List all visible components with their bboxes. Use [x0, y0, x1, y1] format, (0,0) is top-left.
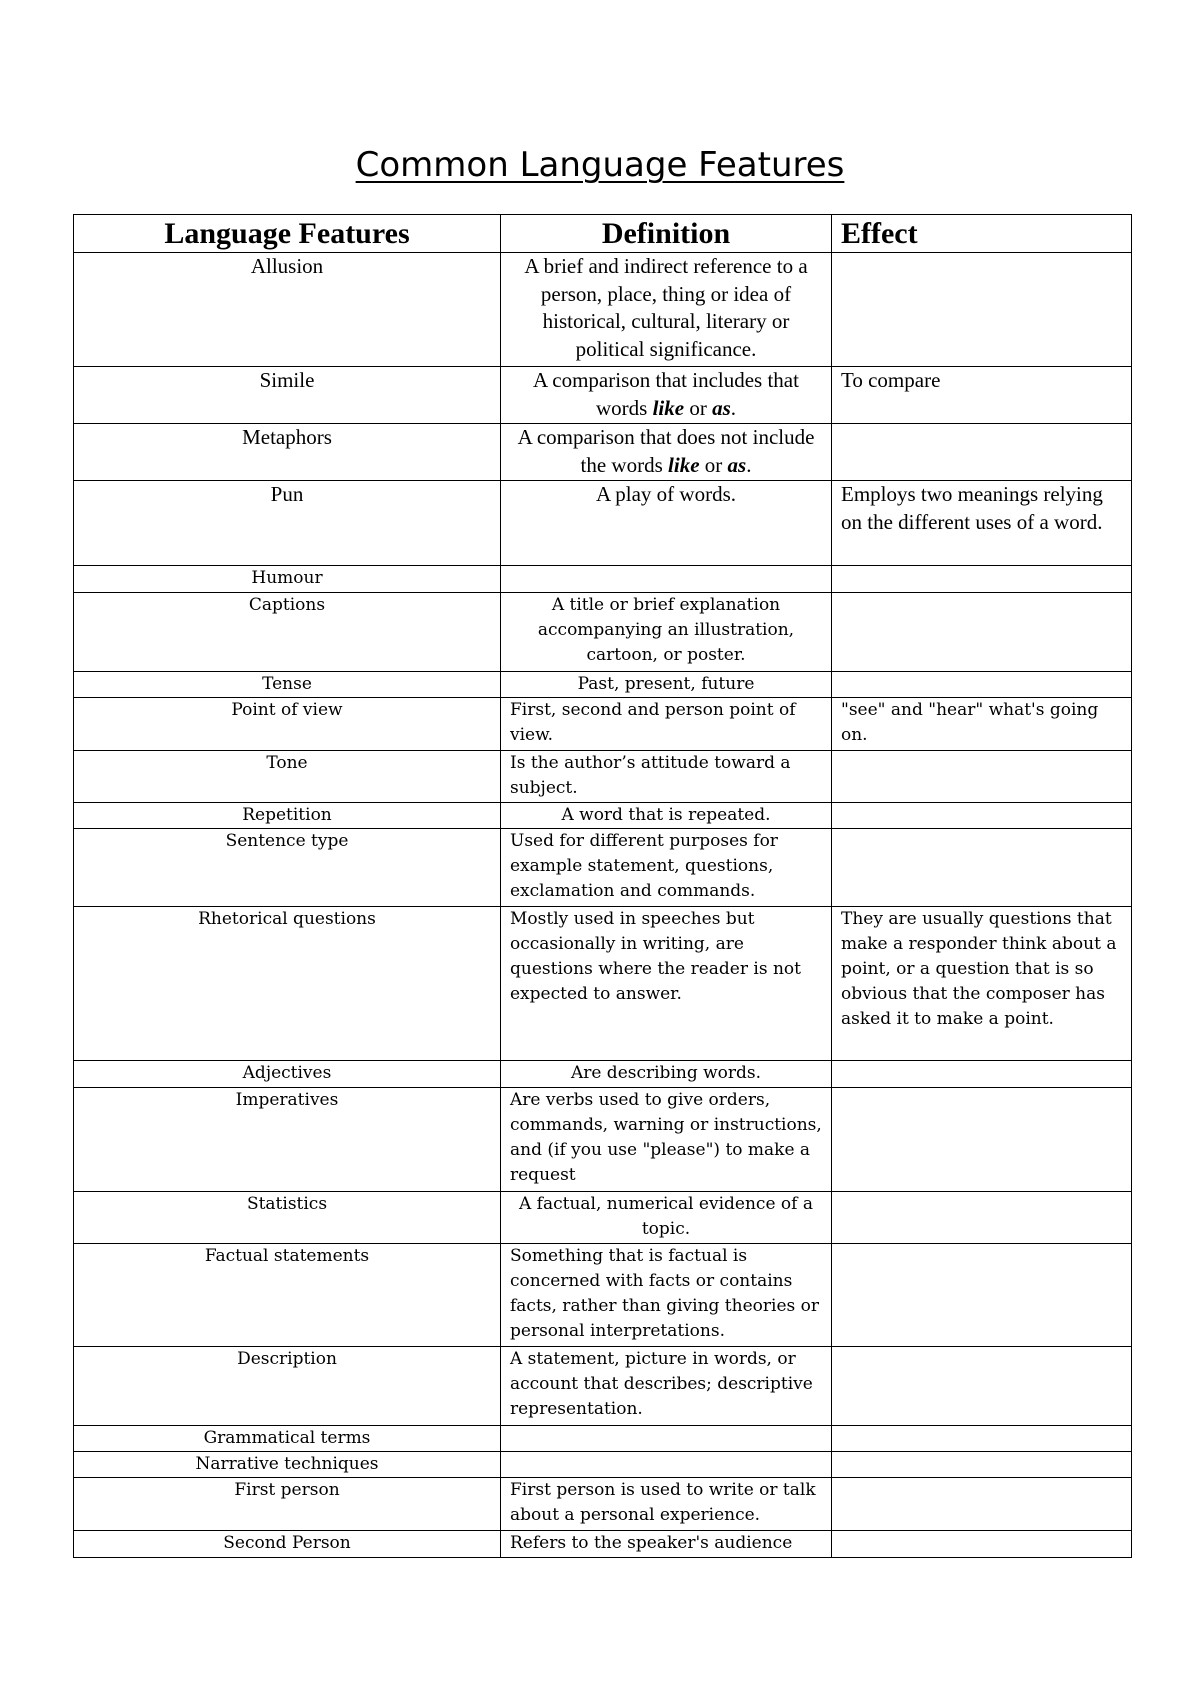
table-row: [74, 1531, 1132, 1558]
definition-cell: A play of words.: [501, 481, 832, 566]
definition-emphasis: like: [652, 395, 685, 420]
feature-cell: Repetition: [74, 803, 501, 829]
effect-cell: [832, 1192, 1132, 1244]
feature-cell: Humour: [74, 566, 501, 593]
feature-cell: Imperatives: [74, 1088, 501, 1192]
feature-cell: Grammatical terms: [74, 1426, 501, 1452]
definition-cell: [501, 1452, 832, 1478]
header-language-features: Language Features: [74, 215, 501, 253]
definition-text: A comparison that does not include the words: [517, 425, 815, 477]
table-row: [74, 566, 1132, 593]
definition-cell: Are describing words.: [501, 1061, 832, 1088]
table-row: [74, 907, 1132, 1061]
feature-cell: Statistics: [74, 1192, 501, 1244]
table-row: [74, 1088, 1132, 1192]
effect-cell: [832, 424, 1132, 481]
table-row: [74, 1192, 1132, 1244]
effect-cell: [832, 1061, 1132, 1088]
feature-cell: Tense: [74, 672, 501, 698]
effect-cell: [832, 803, 1132, 829]
feature-cell: Rhetorical questions: [74, 907, 501, 1061]
table-row: [74, 672, 1132, 698]
definition-cell: First, second and person point of view.: [501, 698, 832, 751]
feature-cell: First person: [74, 1478, 501, 1531]
effect-cell: [832, 829, 1132, 907]
definition-cell: A statement, picture in words, or account that describes; descriptive representation.: [501, 1347, 832, 1426]
table-row: [74, 424, 1132, 481]
effect-cell: [832, 1531, 1132, 1558]
definition-cell: [501, 1426, 832, 1452]
effect-cell: To compare: [832, 367, 1132, 424]
definition-emphasis: as: [727, 452, 747, 477]
effect-cell: [832, 1244, 1132, 1347]
definition-text: A comparison that includes that words: [533, 368, 799, 420]
feature-cell: Tone: [74, 751, 501, 803]
effect-cell: [832, 1478, 1132, 1531]
feature-cell: Narrative techniques: [74, 1452, 501, 1478]
table-row: [74, 698, 1132, 751]
feature-cell: Sentence type: [74, 829, 501, 907]
effect-cell: They are usually questions that make a responder think about a point, or a question that is so obvious that the composer has asked it to make a point.: [832, 907, 1132, 1061]
table-row: [74, 751, 1132, 803]
definition-cell: First person is used to write or talk about a personal experience.: [501, 1478, 832, 1531]
table-row: [74, 1478, 1132, 1531]
feature-cell: Description: [74, 1347, 501, 1426]
effect-cell: [832, 593, 1132, 672]
effect-cell: [832, 672, 1132, 698]
feature-cell: Adjectives: [74, 1061, 501, 1088]
feature-cell: Simile: [74, 367, 501, 424]
table-row: [74, 1061, 1132, 1088]
table-row: [74, 1452, 1132, 1478]
definition-cell: A brief and indirect reference to a person, place, thing or idea of historical, cultural, literary or political significance.: [501, 253, 832, 367]
feature-cell: Factual statements: [74, 1244, 501, 1347]
feature-cell: Pun: [74, 481, 501, 566]
definition-cell: A title or brief explanation accompanying an illustration, cartoon, or poster.: [501, 593, 832, 672]
table-row: [74, 481, 1132, 566]
table-row: [74, 593, 1132, 672]
feature-cell: Second Person: [74, 1531, 501, 1558]
feature-cell: Captions: [74, 593, 501, 672]
definition-emphasis: as: [712, 395, 731, 420]
feature-cell: Allusion: [74, 253, 501, 367]
header-effect: Effect: [832, 215, 1132, 253]
effect-cell: Employs two meanings relying on the different uses of a word.: [832, 481, 1132, 566]
definition-text: or: [684, 395, 713, 420]
effect-cell: [832, 253, 1132, 367]
definition-cell: Used for different purposes for example statement, questions, exclamation and commands.: [501, 829, 832, 907]
document-title: Common Language Features: [355, 145, 845, 185]
definition-emphasis: like: [668, 452, 700, 477]
definition-cell: Is the author’s attitude toward a subject.: [501, 751, 832, 803]
language-features-table: [73, 214, 1132, 1558]
definition-text: .: [746, 452, 752, 477]
feature-cell: Point of view: [74, 698, 501, 751]
definition-cell: A word that is repeated.: [501, 803, 832, 829]
table-header-row: [74, 215, 1132, 253]
table-row: [74, 367, 1132, 424]
table-row: [74, 1426, 1132, 1452]
table-row: [74, 1244, 1132, 1347]
definition-cell: [501, 424, 832, 481]
header-definition: Definition: [501, 215, 832, 253]
definition-cell: Past, present, future: [501, 672, 832, 698]
definition-text: .: [730, 395, 737, 420]
definition-text: or: [699, 452, 728, 477]
effect-cell: [832, 566, 1132, 593]
table-row: [74, 1347, 1132, 1426]
effect-cell: [832, 1426, 1132, 1452]
definition-cell: Refers to the speaker's audience: [501, 1531, 832, 1558]
definition-cell: [501, 367, 832, 424]
definition-cell: [501, 566, 832, 593]
effect-cell: [832, 1347, 1132, 1426]
definition-cell: Something that is factual is concerned with facts or contains facts, rather than giving theories or personal interpretations.: [501, 1244, 832, 1347]
effect-cell: "see" and "hear" what's going on.: [832, 698, 1132, 751]
feature-cell: Metaphors: [74, 424, 501, 481]
effect-cell: [832, 1088, 1132, 1192]
definition-cell: Are verbs used to give orders, commands, warning or instructions, and (if you use "please") to make a request: [501, 1088, 832, 1192]
definition-cell: A factual, numerical evidence of a topic.: [501, 1192, 832, 1244]
definition-cell: Mostly used in speeches but occasionally in writing, are questions where the reader is not expected to answer.: [501, 907, 832, 1061]
effect-cell: [832, 1452, 1132, 1478]
table-row: [74, 803, 1132, 829]
table-row: [74, 829, 1132, 907]
table-row: [74, 253, 1132, 367]
effect-cell: [832, 751, 1132, 803]
